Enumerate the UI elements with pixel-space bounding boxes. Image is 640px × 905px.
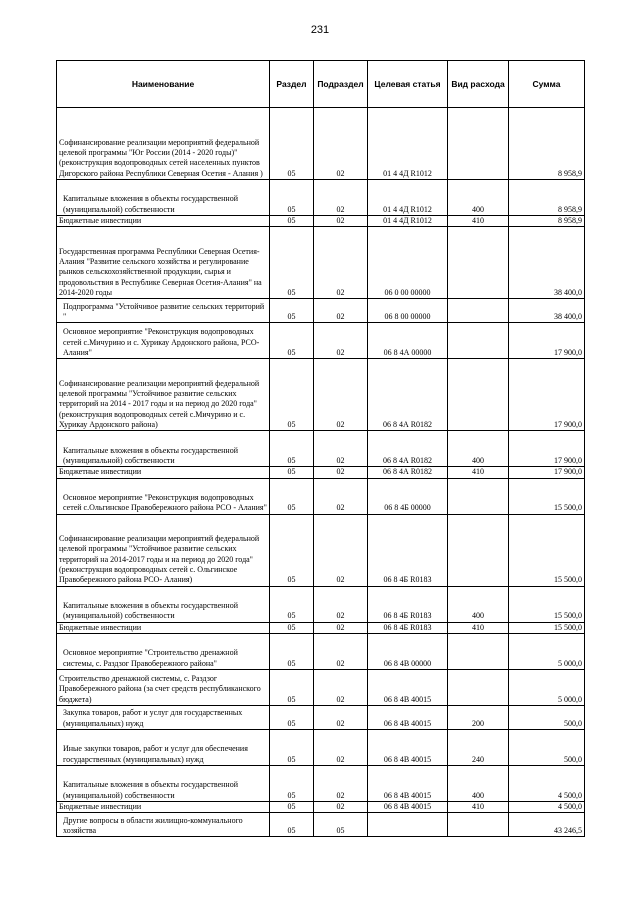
cell-section: 05 bbox=[270, 514, 314, 586]
cell-section: 05 bbox=[270, 359, 314, 431]
cell-amount: 15 500,0 bbox=[509, 586, 585, 622]
cell-subsection: 02 bbox=[314, 478, 368, 514]
cell-section: 05 bbox=[270, 586, 314, 622]
header-name: Наименование bbox=[57, 61, 270, 108]
cell-target: 06 8 4В 40015 bbox=[368, 765, 448, 801]
cell-name: Основное мероприятие "Строительство дренажной системы, с. Раздзог Правобережного района" bbox=[57, 633, 270, 669]
cell-name: Софинансирование реализации мероприятий федеральной целевой программы "Устойчивое развитие сельских территорий на 2014 - 2017 годы и на период до 2020 года" (реконструкция водопроводных сетей с.Мичурино и с. Хурикау Ардонского района) bbox=[57, 359, 270, 431]
cell-target: 06 8 4В 40015 bbox=[368, 705, 448, 729]
cell-expense: 200 bbox=[448, 705, 509, 729]
table-row bbox=[57, 216, 585, 227]
table-row bbox=[57, 669, 585, 705]
cell-expense: 400 bbox=[448, 765, 509, 801]
cell-subsection: 02 bbox=[314, 299, 368, 323]
cell-name: Капитальные вложения в объекты государственной (муниципальной) собственности bbox=[57, 431, 270, 467]
cell-name: Государственная программа Республики Северная Осетия-Алания "Развитие сельского хозяйства и регулирование рынков сельскохозяйственной продукции, сырья и продовольствия в Республике Северная Осетия-Алания" на 2014-2020 годы bbox=[57, 227, 270, 299]
cell-amount: 500,0 bbox=[509, 729, 585, 765]
cell-expense: 400 bbox=[448, 431, 509, 467]
cell-name: Капитальные вложения в объекты государственной (муниципальной) собственности bbox=[57, 765, 270, 801]
table-row bbox=[57, 108, 585, 180]
cell-name: Другие вопросы в области жилищно-коммунального хозяйства bbox=[57, 813, 270, 837]
cell-subsection: 02 bbox=[314, 801, 368, 812]
cell-section: 05 bbox=[270, 180, 314, 216]
cell-amount: 17 900,0 bbox=[509, 431, 585, 467]
cell-name: Основное мероприятие "Реконструкция водопроводных сетей с.Мичурино и с. Хурикау Ардонского района, РСО-Алания" bbox=[57, 323, 270, 359]
header-subsection: Подраздел bbox=[314, 61, 368, 108]
table-row bbox=[57, 765, 585, 801]
cell-section: 05 bbox=[270, 729, 314, 765]
cell-amount: 4 500,0 bbox=[509, 765, 585, 801]
cell-amount: 17 900,0 bbox=[509, 323, 585, 359]
cell-subsection: 02 bbox=[314, 622, 368, 633]
cell-subsection: 02 bbox=[314, 765, 368, 801]
cell-name: Иные закупки товаров, работ и услуг для обеспечения государственных (муниципальных) нужд bbox=[57, 729, 270, 765]
table-row bbox=[57, 622, 585, 633]
cell-expense bbox=[448, 299, 509, 323]
cell-amount: 15 500,0 bbox=[509, 514, 585, 586]
table-row bbox=[57, 478, 585, 514]
cell-target: 06 8 4Б 00000 bbox=[368, 478, 448, 514]
table-row bbox=[57, 227, 585, 299]
budget-table bbox=[56, 60, 585, 837]
table-row bbox=[57, 729, 585, 765]
table-row bbox=[57, 801, 585, 812]
cell-name: Бюджетные инвестиции bbox=[57, 467, 270, 478]
cell-expense: 400 bbox=[448, 586, 509, 622]
cell-target: 06 8 4В 40015 bbox=[368, 801, 448, 812]
cell-amount: 8 958,9 bbox=[509, 180, 585, 216]
cell-subsection: 02 bbox=[314, 227, 368, 299]
table-row bbox=[57, 467, 585, 478]
cell-name: Бюджетные инвестиции bbox=[57, 622, 270, 633]
cell-expense bbox=[448, 633, 509, 669]
cell-amount: 4 500,0 bbox=[509, 801, 585, 812]
cell-target: 06 8 00 00000 bbox=[368, 299, 448, 323]
cell-section: 05 bbox=[270, 622, 314, 633]
cell-amount: 5 000,0 bbox=[509, 669, 585, 705]
cell-subsection: 02 bbox=[314, 586, 368, 622]
cell-amount: 17 900,0 bbox=[509, 467, 585, 478]
cell-subsection: 02 bbox=[314, 359, 368, 431]
cell-name: Софинансирование реализации мероприятий федеральной целевой программы "Юг России (2014 - 2020 годы)" (реконструкция водопроводных сетей населенных пунктов Дигорского района Республики Северная Осетия - Алания ) bbox=[57, 108, 270, 180]
cell-target: 06 8 4В 40015 bbox=[368, 669, 448, 705]
cell-amount: 5 000,0 bbox=[509, 633, 585, 669]
cell-section: 05 bbox=[270, 633, 314, 669]
cell-name: Бюджетные инвестиции bbox=[57, 801, 270, 812]
cell-section: 05 bbox=[270, 705, 314, 729]
table-row bbox=[57, 586, 585, 622]
cell-expense bbox=[448, 227, 509, 299]
cell-target: 06 8 4Б R0183 bbox=[368, 622, 448, 633]
cell-subsection: 02 bbox=[314, 705, 368, 729]
cell-target: 06 8 4В 00000 bbox=[368, 633, 448, 669]
cell-amount: 38 400,0 bbox=[509, 299, 585, 323]
cell-name: Основное мероприятие "Реконструкция водопроводных сетей с.Ольгинское Правобережного района РСО - Алания" bbox=[57, 478, 270, 514]
cell-subsection: 02 bbox=[314, 180, 368, 216]
cell-expense bbox=[448, 323, 509, 359]
cell-expense: 410 bbox=[448, 216, 509, 227]
cell-target: 06 8 4А R0182 bbox=[368, 431, 448, 467]
cell-target bbox=[368, 813, 448, 837]
cell-expense bbox=[448, 478, 509, 514]
cell-amount: 8 958,9 bbox=[509, 108, 585, 180]
cell-expense: 410 bbox=[448, 801, 509, 812]
cell-subsection: 05 bbox=[314, 813, 368, 837]
cell-subsection: 02 bbox=[314, 108, 368, 180]
page-number: 231 bbox=[310, 24, 330, 36]
cell-section: 05 bbox=[270, 431, 314, 467]
cell-expense bbox=[448, 108, 509, 180]
cell-section: 05 bbox=[270, 216, 314, 227]
table-row bbox=[57, 431, 585, 467]
cell-expense bbox=[448, 514, 509, 586]
cell-name: Бюджетные инвестиции bbox=[57, 216, 270, 227]
cell-amount: 15 500,0 bbox=[509, 478, 585, 514]
cell-section: 05 bbox=[270, 801, 314, 812]
cell-subsection: 02 bbox=[314, 633, 368, 669]
cell-subsection: 02 bbox=[314, 729, 368, 765]
cell-expense: 400 bbox=[448, 180, 509, 216]
cell-amount: 38 400,0 bbox=[509, 227, 585, 299]
cell-section: 05 bbox=[270, 669, 314, 705]
table-row bbox=[57, 633, 585, 669]
table-row bbox=[57, 705, 585, 729]
cell-section: 05 bbox=[270, 478, 314, 514]
cell-subsection: 02 bbox=[314, 669, 368, 705]
cell-target: 01 4 4Д R1012 bbox=[368, 180, 448, 216]
table-row bbox=[57, 514, 585, 586]
cell-subsection: 02 bbox=[314, 514, 368, 586]
cell-target: 06 8 4А 00000 bbox=[368, 323, 448, 359]
cell-expense bbox=[448, 669, 509, 705]
cell-expense: 410 bbox=[448, 622, 509, 633]
table-row bbox=[57, 359, 585, 431]
cell-target: 06 8 4Б R0183 bbox=[368, 514, 448, 586]
cell-target: 06 8 4Б R0183 bbox=[368, 586, 448, 622]
cell-amount: 43 246,5 bbox=[509, 813, 585, 837]
table-header-row bbox=[57, 61, 585, 108]
cell-section: 05 bbox=[270, 467, 314, 478]
cell-name: Софинансирование реализации мероприятий федеральной целевой программы "Устойчивое развитие сельских территорий на 2014-2017 годы и на период до 2020 года" (реконструкция водопроводных сетей с. Ольгинское Правобережного района РСО- Алания) bbox=[57, 514, 270, 586]
table-row bbox=[57, 180, 585, 216]
cell-expense bbox=[448, 813, 509, 837]
cell-expense: 410 bbox=[448, 467, 509, 478]
cell-section: 05 bbox=[270, 227, 314, 299]
cell-amount: 8 958,9 bbox=[509, 216, 585, 227]
cell-section: 05 bbox=[270, 323, 314, 359]
header-target: Целевая статья bbox=[368, 61, 448, 108]
cell-amount: 500,0 bbox=[509, 705, 585, 729]
cell-target: 06 0 00 00000 bbox=[368, 227, 448, 299]
table-row bbox=[57, 323, 585, 359]
header-expense: Вид расхода bbox=[448, 61, 509, 108]
cell-target: 06 8 4В 40015 bbox=[368, 729, 448, 765]
table-row bbox=[57, 299, 585, 323]
cell-subsection: 02 bbox=[314, 431, 368, 467]
cell-target: 06 8 4А R0182 bbox=[368, 359, 448, 431]
cell-name: Подпрограмма "Устойчивое развитие сельских территорий " bbox=[57, 299, 270, 323]
cell-name: Капитальные вложения в объекты государственной (муниципальной) собственности bbox=[57, 586, 270, 622]
cell-name: Закупка товаров, работ и услуг для государственных (муниципальных) нужд bbox=[57, 705, 270, 729]
cell-name: Капитальные вложения в объекты государственной (муниципальной) собственности bbox=[57, 180, 270, 216]
cell-subsection: 02 bbox=[314, 467, 368, 478]
header-section: Раздел bbox=[270, 61, 314, 108]
cell-section: 05 bbox=[270, 108, 314, 180]
cell-subsection: 02 bbox=[314, 323, 368, 359]
cell-target: 01 4 4Д R1012 bbox=[368, 108, 448, 180]
cell-name: Строительство дренажной системы, с. Раздзог Правобережного района (за счет средств республиканского бюджета) bbox=[57, 669, 270, 705]
header-amount: Сумма bbox=[509, 61, 585, 108]
cell-section: 05 bbox=[270, 765, 314, 801]
cell-amount: 17 900,0 bbox=[509, 359, 585, 431]
cell-expense bbox=[448, 359, 509, 431]
cell-section: 05 bbox=[270, 299, 314, 323]
cell-subsection: 02 bbox=[314, 216, 368, 227]
cell-target: 01 4 4Д R1012 bbox=[368, 216, 448, 227]
cell-amount: 15 500,0 bbox=[509, 622, 585, 633]
cell-target: 06 8 4А R0182 bbox=[368, 467, 448, 478]
cell-section: 05 bbox=[270, 813, 314, 837]
table-row bbox=[57, 813, 585, 837]
cell-expense: 240 bbox=[448, 729, 509, 765]
